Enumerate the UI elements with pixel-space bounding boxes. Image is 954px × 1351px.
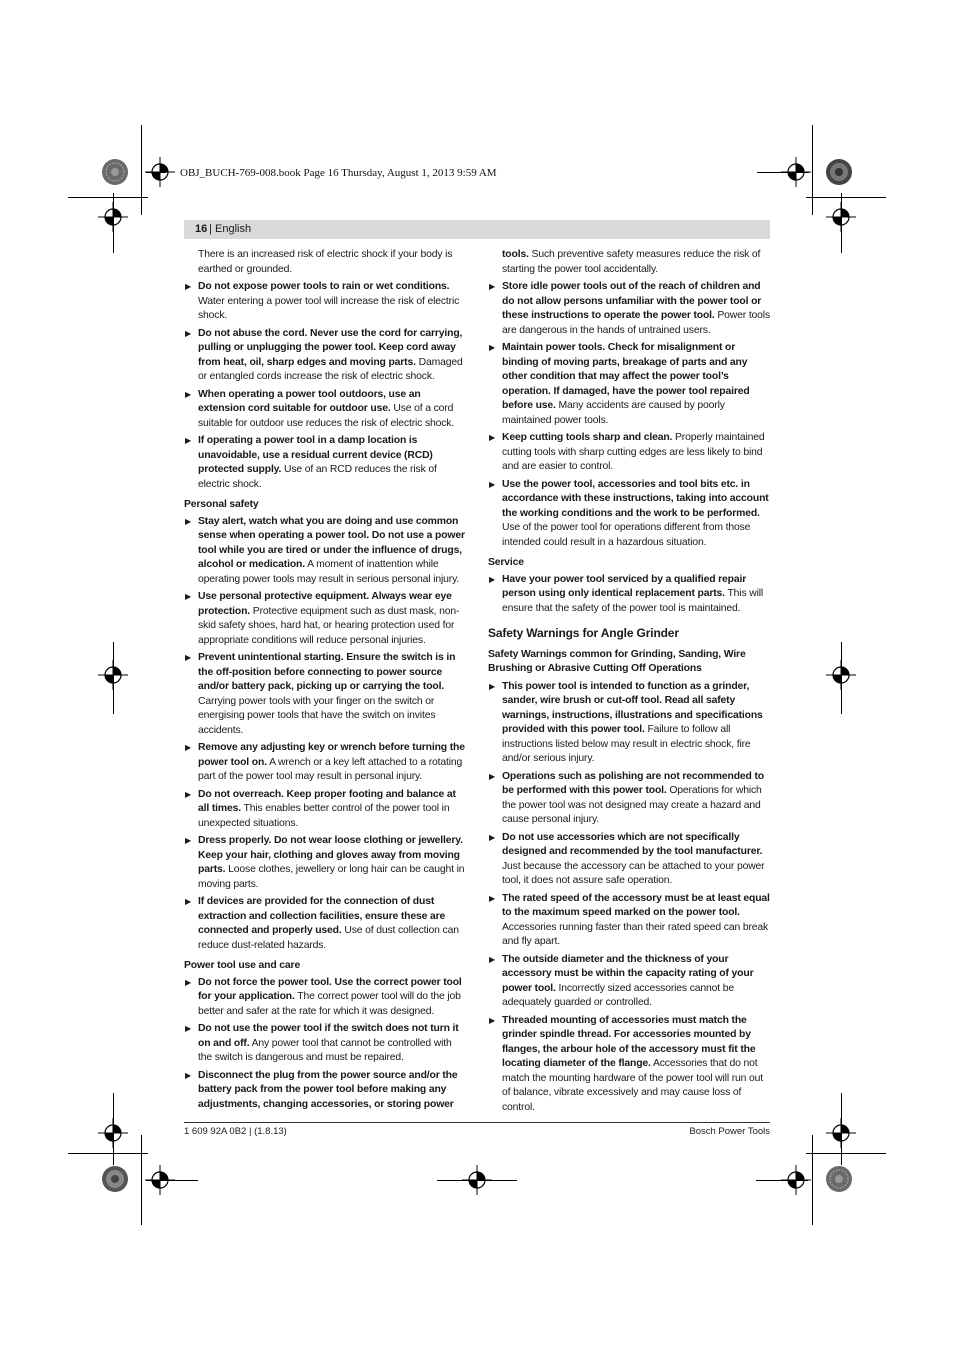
- list-item: [184, 327, 466, 385]
- crop-mark: [806, 1153, 886, 1154]
- list-item-bold: Do not use the power tool if the switch does not turn it on and off.: [198, 1023, 459, 1049]
- list-item-text: This enables better control of the power tool in unexpected situations.: [198, 803, 450, 829]
- list-item-text: Operations for which the power tool was not designed may create a hazard and cause personal injury.: [502, 785, 762, 825]
- tool-use-heading: Power tool use and care: [184, 960, 301, 971]
- list-item-text: Use of a cord suitable for outdoor use reduces the risk of electric shock.: [198, 403, 455, 429]
- list-item-bold: Store idle power tools out of the reach of children and do not allow persons unfamiliar with the power tool or these instructions to operate the power tool.: [502, 281, 762, 321]
- list-item-bold: Do not force the power tool. Use the correct power tool for your application.: [198, 976, 462, 1002]
- color-target-icon: [101, 1165, 129, 1193]
- color-target-icon: [825, 1165, 853, 1193]
- crop-mark: [68, 1153, 148, 1154]
- list-item-text: Failure to follow all instructions listed below may result in electric shock, fire and/or serious injury.: [502, 724, 751, 764]
- list-item-text: A moment of inattention while operating power tools may result in serious personal injury.: [198, 559, 460, 585]
- list-item: [184, 1022, 466, 1066]
- list-item-bold: Dress properly. Do not wear loose clothing or jewellery. Keep your hair, clothing and gloves away from moving parts.: [198, 835, 463, 875]
- list-item-bold: Prevent unintentional starting. Ensure the switch is in the off-position before connecting to power source and/or battery pack, picking up or carrying the tool.: [198, 652, 456, 692]
- list-item: [184, 388, 466, 432]
- crop-mark: [757, 172, 809, 173]
- list-item: [184, 434, 466, 492]
- crop-mark: [141, 125, 142, 215]
- continued-text: Such preventive safety measures reduce the risk of starting the power tool accidentally.: [502, 249, 761, 275]
- crop-mark: [812, 1135, 813, 1225]
- crop-mark: [146, 172, 166, 173]
- list-item-text: Accessories running faster than their rated speed can break and fly apart.: [502, 921, 769, 947]
- list-item: [488, 770, 770, 828]
- crop-mark: [841, 193, 842, 253]
- service-heading: Service: [488, 557, 524, 568]
- list-item-bold: Disconnect the plug from the power source and/or the battery pack from the power tool before making any adjustments, changing accessories, or storing power: [198, 1069, 458, 1110]
- list-item: [488, 892, 770, 950]
- list-item-text: Use of dust collection can reduce dust-related hazards.: [198, 925, 459, 951]
- crop-mark: [437, 1180, 517, 1181]
- crop-mark: [113, 642, 114, 714]
- list-item-bold: Remove any adjusting key or wrench before turning the power tool on.: [198, 742, 465, 768]
- list-item-text: Loose clothes, jewellery or long hair can be caught in moving parts.: [198, 864, 465, 890]
- list-item-bold: If devices are provided for the connection of dust extraction and collection facilities, ensure these are connected and properly used.: [198, 896, 446, 936]
- list-item-bold: Keep cutting tools sharp and clean.: [502, 432, 673, 443]
- list-item-text: Use of an RCD reduces the risk of electric shock.: [198, 464, 437, 490]
- list-item: [184, 741, 466, 785]
- list-item-bold: If operating a power tool in a damp location is unavoidable, use a residual current device (RCD) protected supply.: [198, 435, 433, 475]
- list-item-text: Carrying power tools with your finger on the switch or energising power tools that have the switch on invites accidents.: [198, 695, 436, 736]
- page-header-bar: [184, 220, 770, 239]
- crop-mark: [841, 1093, 842, 1165]
- list-item-text: Use of the power tool for operations different from those intended could result in a hazardous situation.: [502, 522, 751, 548]
- personal-safety-heading: Personal safety: [184, 499, 259, 510]
- list-item-bold: Use personal protective equipment. Always wear eye protection.: [198, 591, 452, 617]
- list-item: [488, 953, 770, 1011]
- list-item-text: The correct power tool will do the job better and safer at the rate for which it was designed.: [198, 991, 461, 1017]
- crop-mark: [141, 1135, 142, 1225]
- list-item-bold: Operations such as polishing are not recommended to be performed with this power tool.: [502, 770, 764, 796]
- list-item: [488, 280, 770, 338]
- section-heading: Safety Warnings for Angle Grinder: [488, 626, 679, 640]
- header-language: English: [215, 223, 252, 235]
- list-item: [184, 515, 466, 588]
- list-item: [488, 341, 770, 428]
- list-item: [488, 1014, 770, 1116]
- list-item-bold: When operating a power tool outdoors, use an extension cord suitable for outdoor use.: [198, 388, 421, 414]
- list-item-bold: The rated speed of the accessory must be at least equal to the maximum speed marked on the power tool.: [502, 892, 770, 918]
- list-item-text: This will ensure that the safety of the power tool is maintained.: [502, 588, 764, 614]
- list-item: [184, 590, 466, 648]
- list-item-bold: The outside diameter and the thickness of your accessory must be within the capacity rating of your power tool.: [502, 953, 754, 994]
- footer-left: 1 609 92A 0B2 | (1.8.13): [184, 1126, 287, 1137]
- list-item: [488, 831, 770, 889]
- list-item-text: Any power tool that cannot be controlled with the switch is dangerous and must be repaired.: [198, 1037, 452, 1063]
- list-item: [184, 1069, 466, 1113]
- list-item: [488, 573, 770, 617]
- list-item-text: Just because the accessory can be attached to your power tool, it does not assure safe operation.: [502, 860, 765, 886]
- list-item-bold: This power tool is intended to function as a grinder, sander, wire brush or cut-off tool. Read all safety warnings, instructions, illustrations and specifications provided with this power tool.: [502, 680, 763, 735]
- continued-paragraph: There is an increased risk of electric shock if your body is earthed or grounded.: [198, 249, 453, 275]
- list-item: [184, 895, 466, 953]
- header-separator: |: [209, 223, 212, 235]
- right-list-c: [488, 680, 770, 1116]
- page-number: 16: [195, 223, 208, 235]
- crop-mark: [146, 1180, 198, 1181]
- list-item-text: Accessories that do not match the mounting hardware of the power tool will run out of balance, vibrate excessively and may cause loss of control.: [502, 1058, 764, 1113]
- continued-paragraph-right: [488, 248, 770, 277]
- list-item-bold: Do not use accessories which are not specifically designed and recommended by the tool manufacturer.: [502, 831, 763, 857]
- list-item: [488, 431, 770, 475]
- list-item: [184, 651, 466, 738]
- list-item: [184, 788, 466, 832]
- right-column: [488, 248, 770, 1118]
- footer-rule: [184, 1122, 770, 1123]
- list-item-bold: Use the power tool, accessories and tool bits etc. in accordance with these instructions, taking into account the working conditions and the work to be performed.: [502, 478, 769, 519]
- list-item: [488, 680, 770, 767]
- list-item: [488, 478, 770, 551]
- list-item-text: Damaged or entangled cords increase the risk of electric shock.: [198, 356, 463, 382]
- crop-mark: [806, 197, 886, 198]
- list-item-bold: Threaded mounting of accessories must match the grinder spindle thread. For accessories mounted by flanges, the arbour hole of the accessory must fit the locating diameter of the flange.: [502, 1014, 756, 1069]
- subsection-heading: Safety Warnings common for Grinding, Sanding, Wire Brushing or Abrasive Cutting Off Operations: [488, 648, 746, 674]
- list-item-text: A wrench or a key left attached to a rotating part of the power tool may result in personal injury.: [198, 756, 463, 782]
- color-target-icon: [101, 158, 129, 186]
- crop-mark: [113, 1093, 114, 1165]
- crop-mark: [113, 193, 114, 253]
- list-item-text: Incorrectly sized accessories cannot be adequately guarded or controlled.: [502, 982, 734, 1008]
- left-list-a: [184, 280, 466, 492]
- list-item-text: Protective equipment such as dust mask, non-skid safety shoes, hard hat, or hearing protection used for appropriate conditions will reduce personal injuries.: [198, 605, 460, 646]
- continued-bold: tools.: [502, 249, 529, 260]
- crop-mark: [812, 125, 813, 215]
- crop-mark: [841, 642, 842, 714]
- list-item-text: Power tools are dangerous in the hands of untrained users.: [502, 310, 771, 336]
- print-header: OBJ_BUCH-769-008.book Page 16 Thursday, August 1, 2013 9:59 AM: [180, 167, 497, 179]
- list-item-bold: Do not abuse the cord. Never use the cord for carrying, pulling or unplugging the power tool. Keep cord away from heat, oil, sharp edges and moving parts.: [198, 327, 463, 368]
- right-list-b: [488, 573, 770, 617]
- left-column: [184, 248, 466, 1115]
- list-item-text: Water entering a power tool will increase the risk of electric shock.: [198, 295, 460, 321]
- left-list-c: [184, 976, 466, 1113]
- list-item-bold: Maintain power tools. Check for misalignment or binding of moving parts, breakage of parts and any other condition that may affect the power tool’s operation. If damaged, have the power tool repaired before use.: [502, 342, 750, 411]
- list-item: [184, 280, 466, 324]
- list-item: [184, 976, 466, 1020]
- crop-mark: [68, 197, 148, 198]
- list-item-bold: Do not overreach. Keep proper footing and balance at all times.: [198, 788, 456, 814]
- footer-right: Bosch Power Tools: [689, 1126, 770, 1137]
- crop-mark: [756, 1180, 808, 1181]
- color-target-icon: [825, 158, 853, 186]
- list-item-text: Many accidents are caused by poorly maintained power tools.: [502, 400, 725, 426]
- right-list-a: [488, 280, 770, 550]
- list-item-bold: Do not expose power tools to rain or wet conditions.: [198, 281, 450, 292]
- left-list-b: [184, 515, 466, 954]
- list-item-bold: Stay alert, watch what you are doing and use common sense when operating a power tool. Do not use a power tool while you are tired or under the influence of drugs, alcohol or medication.: [198, 515, 465, 570]
- list-item-bold: Have your power tool serviced by a qualified repair person using only identical replacement parts.: [502, 573, 747, 599]
- list-item: [184, 834, 466, 892]
- list-item-text: Properly maintained cutting tools with sharp cutting edges are less likely to bind and are easier to control.: [502, 432, 765, 472]
